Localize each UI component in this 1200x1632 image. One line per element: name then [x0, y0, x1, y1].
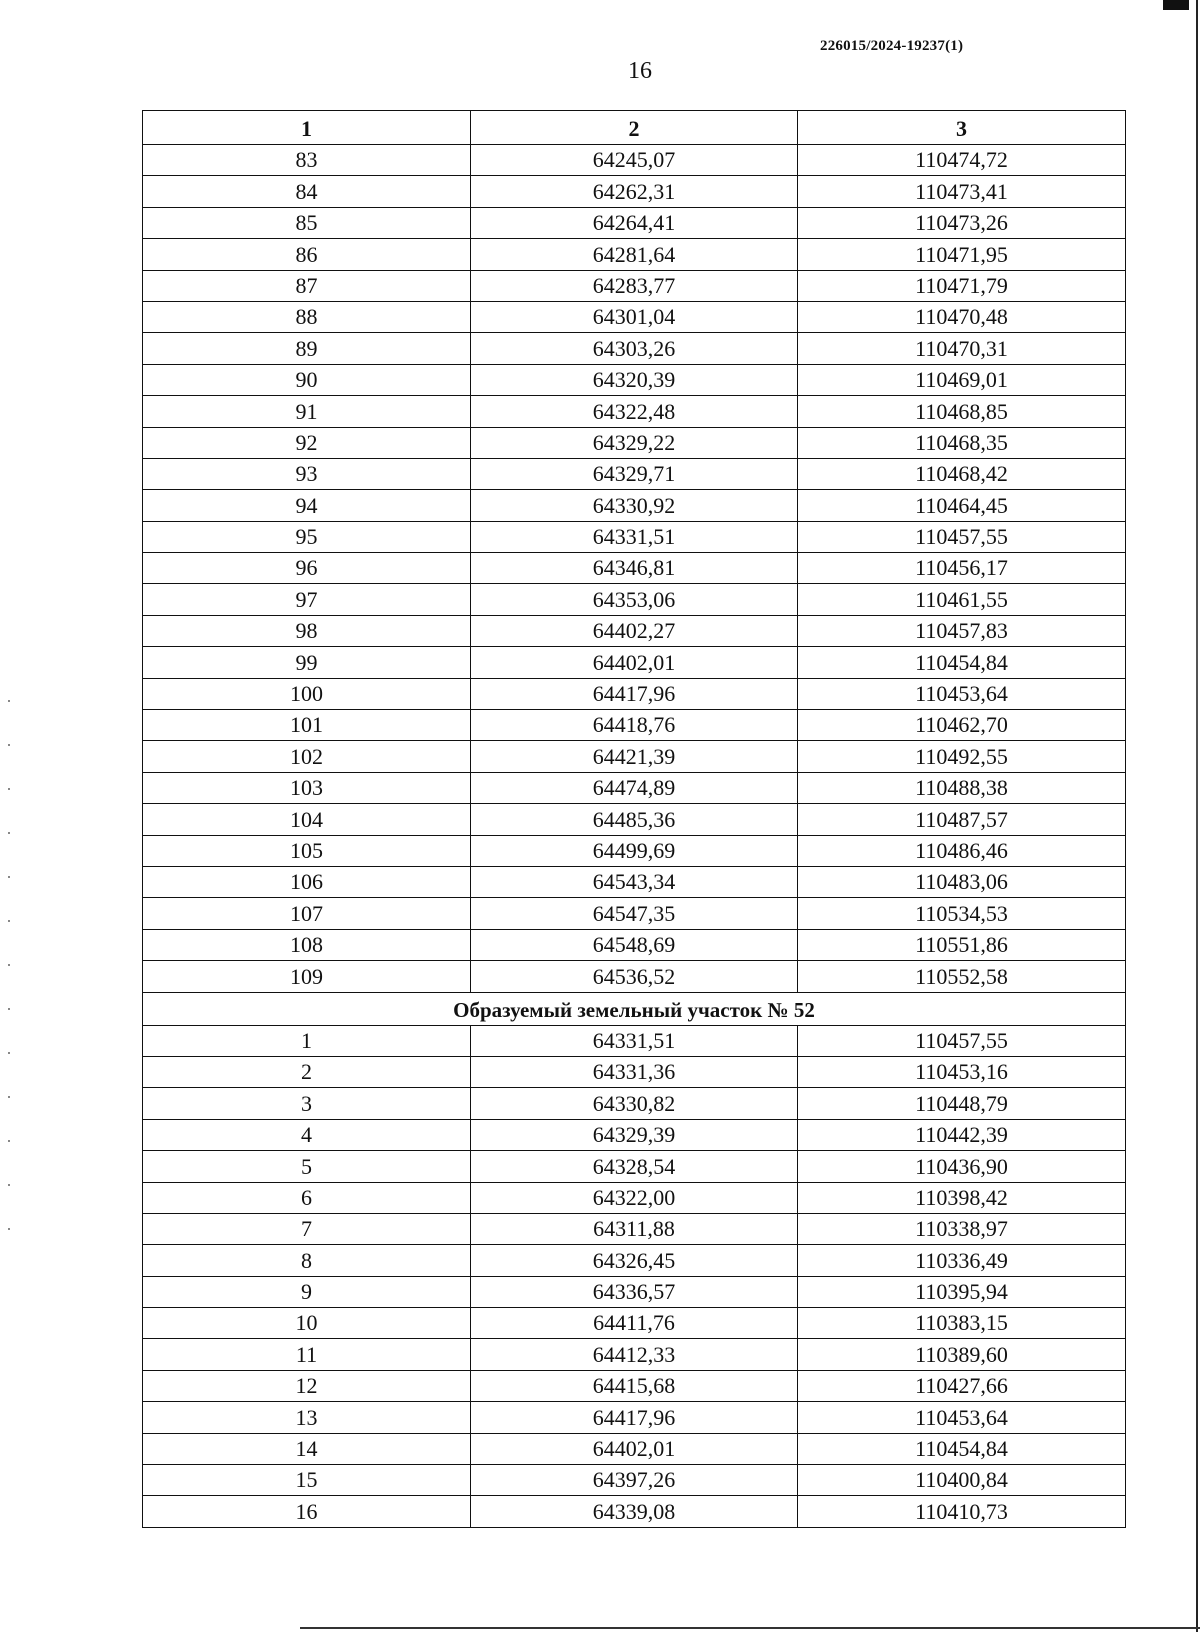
table-row	[143, 615, 1126, 646]
cell-y-coordinate: 110464,45	[798, 490, 1126, 521]
cell-y-coordinate: 110473,41	[798, 176, 1126, 207]
table-row	[143, 270, 1126, 301]
cell-y-coordinate: 110470,31	[798, 333, 1126, 364]
table-row	[143, 1402, 1126, 1433]
cell-y-coordinate: 110453,64	[798, 678, 1126, 709]
table-row	[143, 835, 1126, 866]
cell-y-coordinate: 110448,79	[798, 1088, 1126, 1119]
table-row	[143, 1182, 1126, 1213]
cell-x-coordinate: 64421,39	[471, 741, 798, 772]
cell-x-coordinate: 64320,39	[471, 364, 798, 395]
cell-y-coordinate: 110471,95	[798, 239, 1126, 270]
table-row	[143, 1370, 1126, 1401]
cell-point-number: 98	[143, 615, 471, 646]
table-row	[143, 301, 1126, 332]
section-title: Образуемый земельный участок № 52	[143, 992, 1126, 1025]
cell-y-coordinate: 110474,72	[798, 145, 1126, 176]
page-number: 16	[628, 58, 652, 84]
cell-x-coordinate: 64264,41	[471, 207, 798, 238]
table-row	[143, 521, 1126, 552]
table-row	[143, 1025, 1126, 1056]
cell-x-coordinate: 64330,92	[471, 490, 798, 521]
cell-y-coordinate: 110468,42	[798, 458, 1126, 489]
table-row	[143, 458, 1126, 489]
cell-point-number: 100	[143, 678, 471, 709]
table-row	[143, 1056, 1126, 1087]
cell-x-coordinate: 64245,07	[471, 145, 798, 176]
cell-x-coordinate: 64281,64	[471, 239, 798, 270]
cell-y-coordinate: 110488,38	[798, 772, 1126, 803]
cell-y-coordinate: 110410,73	[798, 1496, 1126, 1527]
table-row	[143, 1433, 1126, 1464]
header-x-coordinate: 2	[471, 111, 798, 145]
cell-y-coordinate: 110551,86	[798, 929, 1126, 960]
table-row	[143, 1276, 1126, 1307]
cell-point-number: 99	[143, 647, 471, 678]
table-row	[143, 427, 1126, 458]
cell-y-coordinate: 110456,17	[798, 553, 1126, 584]
cell-y-coordinate: 110436,90	[798, 1151, 1126, 1182]
cell-y-coordinate: 110395,94	[798, 1276, 1126, 1307]
table-body-part2	[143, 1025, 1126, 1527]
table-row	[143, 364, 1126, 395]
cell-y-coordinate: 110442,39	[798, 1119, 1126, 1150]
cell-point-number: 95	[143, 521, 471, 552]
cell-x-coordinate: 64417,96	[471, 1402, 798, 1433]
table-body-part1	[143, 145, 1126, 993]
table-row	[143, 1496, 1126, 1527]
cell-x-coordinate: 64283,77	[471, 270, 798, 301]
cell-y-coordinate: 110457,55	[798, 521, 1126, 552]
header-row	[143, 111, 1126, 145]
cell-y-coordinate: 110454,84	[798, 1433, 1126, 1464]
cell-point-number: 13	[143, 1402, 471, 1433]
cell-y-coordinate: 110400,84	[798, 1465, 1126, 1496]
cell-y-coordinate: 110487,57	[798, 804, 1126, 835]
cell-y-coordinate: 110427,66	[798, 1370, 1126, 1401]
cell-y-coordinate: 110462,70	[798, 710, 1126, 741]
cell-y-coordinate: 110468,85	[798, 396, 1126, 427]
cell-point-number: 101	[143, 710, 471, 741]
cell-y-coordinate: 110468,35	[798, 427, 1126, 458]
cell-x-coordinate: 64547,35	[471, 898, 798, 929]
cell-y-coordinate: 110552,58	[798, 961, 1126, 992]
cell-point-number: 96	[143, 553, 471, 584]
table-row	[143, 647, 1126, 678]
table-row	[143, 1119, 1126, 1150]
cell-x-coordinate: 64336,57	[471, 1276, 798, 1307]
cell-point-number: 90	[143, 364, 471, 395]
cell-x-coordinate: 64346,81	[471, 553, 798, 584]
table-row	[143, 584, 1126, 615]
cell-point-number: 7	[143, 1213, 471, 1244]
cell-y-coordinate: 110457,55	[798, 1025, 1126, 1056]
table-row	[143, 239, 1126, 270]
coordinates-table	[142, 110, 1126, 1528]
cell-x-coordinate: 64411,76	[471, 1308, 798, 1339]
cell-x-coordinate: 64402,01	[471, 647, 798, 678]
cell-point-number: 108	[143, 929, 471, 960]
table-row	[143, 772, 1126, 803]
cell-point-number: 12	[143, 1370, 471, 1401]
cell-x-coordinate: 64412,33	[471, 1339, 798, 1370]
section-row	[143, 992, 1126, 1025]
cell-point-number: 97	[143, 584, 471, 615]
cell-point-number: 106	[143, 866, 471, 897]
cell-point-number: 93	[143, 458, 471, 489]
table-row	[143, 1465, 1126, 1496]
scan-corner-mark	[1163, 0, 1189, 10]
cell-x-coordinate: 64417,96	[471, 678, 798, 709]
cell-point-number: 92	[143, 427, 471, 458]
table-row	[143, 710, 1126, 741]
cell-x-coordinate: 64402,01	[471, 1433, 798, 1464]
cell-y-coordinate: 110453,64	[798, 1402, 1126, 1433]
cell-point-number: 107	[143, 898, 471, 929]
cell-point-number: 86	[143, 239, 471, 270]
cell-point-number: 89	[143, 333, 471, 364]
table-row	[143, 333, 1126, 364]
cell-x-coordinate: 64474,89	[471, 772, 798, 803]
cell-point-number: 15	[143, 1465, 471, 1496]
table-row	[143, 553, 1126, 584]
cell-y-coordinate: 110470,48	[798, 301, 1126, 332]
cell-y-coordinate: 110483,06	[798, 866, 1126, 897]
cell-point-number: 8	[143, 1245, 471, 1276]
table-row	[143, 1339, 1126, 1370]
cell-point-number: 85	[143, 207, 471, 238]
table-row	[143, 396, 1126, 427]
table-row	[143, 804, 1126, 835]
cell-y-coordinate: 110454,84	[798, 647, 1126, 678]
cell-x-coordinate: 64329,71	[471, 458, 798, 489]
cell-x-coordinate: 64499,69	[471, 835, 798, 866]
table-row	[143, 741, 1126, 772]
cell-x-coordinate: 64322,00	[471, 1182, 798, 1213]
cell-x-coordinate: 64543,34	[471, 866, 798, 897]
cell-y-coordinate: 110336,49	[798, 1245, 1126, 1276]
cell-point-number: 10	[143, 1308, 471, 1339]
cell-y-coordinate: 110486,46	[798, 835, 1126, 866]
cell-y-coordinate: 110398,42	[798, 1182, 1126, 1213]
cell-point-number: 87	[143, 270, 471, 301]
table-row	[143, 176, 1126, 207]
cell-x-coordinate: 64485,36	[471, 804, 798, 835]
cell-point-number: 84	[143, 176, 471, 207]
cell-x-coordinate: 64402,27	[471, 615, 798, 646]
table-row	[143, 866, 1126, 897]
cell-point-number: 94	[143, 490, 471, 521]
table-row	[143, 1245, 1126, 1276]
cell-point-number: 6	[143, 1182, 471, 1213]
table-row	[143, 1308, 1126, 1339]
cell-x-coordinate: 64328,54	[471, 1151, 798, 1182]
cell-y-coordinate: 110473,26	[798, 207, 1126, 238]
cell-x-coordinate: 64301,04	[471, 301, 798, 332]
cell-point-number: 16	[143, 1496, 471, 1527]
cell-x-coordinate: 64303,26	[471, 333, 798, 364]
cell-x-coordinate: 64322,48	[471, 396, 798, 427]
header-y-coordinate: 3	[798, 111, 1126, 145]
cell-y-coordinate: 110534,53	[798, 898, 1126, 929]
table-row	[143, 490, 1126, 521]
cell-y-coordinate: 110461,55	[798, 584, 1126, 615]
table-row	[143, 678, 1126, 709]
cell-y-coordinate: 110457,83	[798, 615, 1126, 646]
cell-x-coordinate: 64329,39	[471, 1119, 798, 1150]
cell-x-coordinate: 64262,31	[471, 176, 798, 207]
cell-point-number: 3	[143, 1088, 471, 1119]
cell-point-number: 83	[143, 145, 471, 176]
cell-x-coordinate: 64331,51	[471, 1025, 798, 1056]
cell-point-number: 2	[143, 1056, 471, 1087]
cell-point-number: 9	[143, 1276, 471, 1307]
document-id: 226015/2024-19237(1)	[820, 38, 964, 54]
cell-x-coordinate: 64326,45	[471, 1245, 798, 1276]
table-row	[143, 929, 1126, 960]
cell-x-coordinate: 64339,08	[471, 1496, 798, 1527]
table-row	[143, 1151, 1126, 1182]
cell-x-coordinate: 64536,52	[471, 961, 798, 992]
cell-point-number: 91	[143, 396, 471, 427]
cell-x-coordinate: 64331,36	[471, 1056, 798, 1087]
section-heading-body	[143, 992, 1126, 1025]
cell-y-coordinate: 110383,15	[798, 1308, 1126, 1339]
table-row	[143, 145, 1126, 176]
cell-y-coordinate: 110453,16	[798, 1056, 1126, 1087]
cell-y-coordinate: 110389,60	[798, 1339, 1126, 1370]
cell-point-number: 105	[143, 835, 471, 866]
header-point-number: 1	[143, 111, 471, 145]
cell-point-number: 109	[143, 961, 471, 992]
cell-point-number: 88	[143, 301, 471, 332]
cell-x-coordinate: 64353,06	[471, 584, 798, 615]
cell-point-number: 1	[143, 1025, 471, 1056]
cell-point-number: 11	[143, 1339, 471, 1370]
scan-noise	[8, 700, 10, 1260]
cell-point-number: 102	[143, 741, 471, 772]
cell-x-coordinate: 64331,51	[471, 521, 798, 552]
cell-y-coordinate: 110492,55	[798, 741, 1126, 772]
cell-point-number: 5	[143, 1151, 471, 1182]
cell-point-number: 103	[143, 772, 471, 803]
table-row	[143, 898, 1126, 929]
cell-y-coordinate: 110338,97	[798, 1213, 1126, 1244]
cell-x-coordinate: 64415,68	[471, 1370, 798, 1401]
cell-point-number: 104	[143, 804, 471, 835]
table-row	[143, 1088, 1126, 1119]
table-row	[143, 961, 1126, 992]
scan-edge	[1196, 0, 1198, 1632]
cell-point-number: 4	[143, 1119, 471, 1150]
cell-y-coordinate: 110469,01	[798, 364, 1126, 395]
cell-x-coordinate: 64397,26	[471, 1465, 798, 1496]
cell-y-coordinate: 110471,79	[798, 270, 1126, 301]
cell-x-coordinate: 64330,82	[471, 1088, 798, 1119]
scan-bottom-edge	[300, 1627, 1200, 1629]
table-row	[143, 1213, 1126, 1244]
cell-x-coordinate: 64329,22	[471, 427, 798, 458]
cell-point-number: 14	[143, 1433, 471, 1464]
table-row	[143, 207, 1126, 238]
cell-x-coordinate: 64418,76	[471, 710, 798, 741]
cell-x-coordinate: 64311,88	[471, 1213, 798, 1244]
cell-x-coordinate: 64548,69	[471, 929, 798, 960]
